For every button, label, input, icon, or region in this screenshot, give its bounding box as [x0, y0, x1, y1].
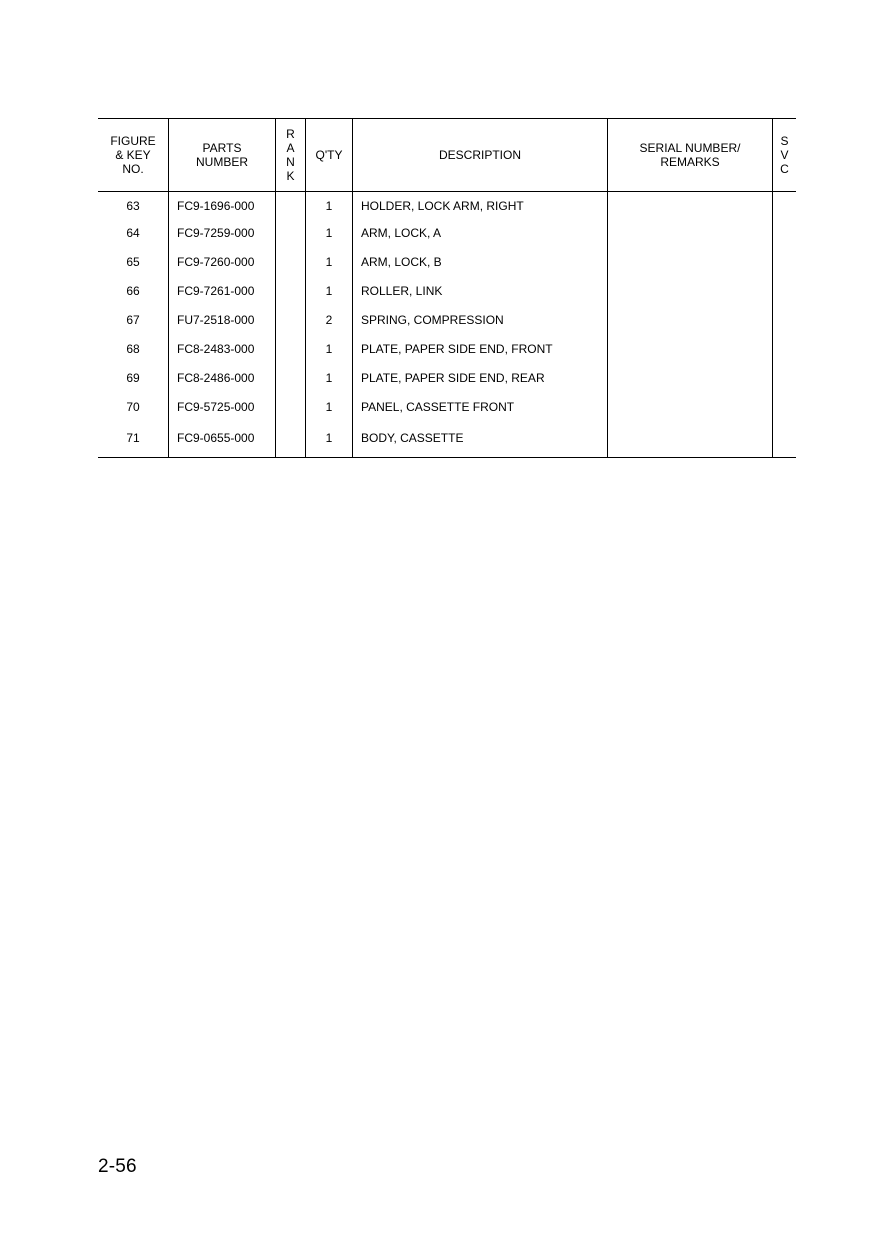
cell-svc: [773, 421, 797, 458]
cell-rank: [276, 421, 306, 458]
cell-description: ARM, LOCK, B: [353, 247, 608, 276]
cell-svc: [773, 305, 797, 334]
cell-qty: 1: [306, 363, 353, 392]
cell-remarks: [608, 421, 773, 458]
header-rank: R A N K: [276, 119, 306, 192]
cell-svc: [773, 276, 797, 305]
cell-qty: 1: [306, 247, 353, 276]
cell-part-number: FC9-7261-000: [169, 276, 276, 305]
cell-rank: [276, 392, 306, 421]
cell-key-no: 64: [126, 225, 140, 240]
table-row: [98, 392, 796, 421]
table-body: [98, 192, 796, 458]
cell-part-number: FC9-7259-000: [169, 218, 276, 247]
cell-part-number: FC9-5725-000: [169, 392, 276, 421]
cell-part-number: FU7-2518-000: [169, 305, 276, 334]
table-row: [98, 192, 796, 219]
cell-svc: [773, 192, 797, 219]
cell-part-number: FC9-1696-000: [169, 192, 276, 219]
header-description: DESCRIPTION: [353, 119, 608, 192]
cell-remarks: [608, 247, 773, 276]
cell-svc: [773, 247, 797, 276]
cell-part-number: FC9-0655-000: [169, 421, 276, 458]
header-svc: S V C: [773, 119, 797, 192]
cell-part-number: FC8-2486-000: [169, 363, 276, 392]
cell-rank: [276, 218, 306, 247]
cell-description: PLATE, PAPER SIDE END, FRONT: [353, 334, 608, 363]
cell-rank: [276, 192, 306, 219]
cell-remarks: [608, 305, 773, 334]
table-row: [98, 218, 796, 247]
table-header: [98, 119, 796, 192]
header-qty: Q'TY: [306, 119, 353, 192]
parts-list-table: [98, 118, 796, 458]
cell-remarks: [608, 218, 773, 247]
cell-svc: [773, 218, 797, 247]
cell-qty: 1: [306, 421, 353, 458]
cell-qty: 1: [306, 392, 353, 421]
cell-rank: [276, 334, 306, 363]
cell-rank: [276, 363, 306, 392]
cell-key-no: 70: [126, 399, 140, 414]
cell-key-no: 71: [98, 421, 169, 458]
cell-remarks: [608, 334, 773, 363]
table-row: [98, 305, 796, 334]
cell-remarks: [608, 276, 773, 305]
cell-key-no: 66: [126, 283, 140, 298]
header-parts-number: PARTS NUMBER: [169, 119, 276, 192]
table-row: [98, 334, 796, 363]
cell-description: ARM, LOCK, A: [353, 218, 608, 247]
cell-remarks: [608, 392, 773, 421]
cell-remarks: [608, 363, 773, 392]
header-row: [98, 119, 796, 192]
header-figure-key-no: FIGURE & KEY NO.: [98, 119, 169, 192]
page-number: 2-56: [98, 1156, 137, 1177]
cell-qty: 2: [306, 305, 353, 334]
cell-key-no: 65: [126, 254, 140, 269]
cell-key-no: 63: [126, 198, 140, 213]
cell-svc: [773, 363, 797, 392]
table-row: [98, 421, 796, 458]
table-row: [98, 247, 796, 276]
cell-qty: 1: [306, 218, 353, 247]
table-row: [98, 276, 796, 305]
cell-description: ROLLER, LINK: [353, 276, 608, 305]
cell-svc: [773, 392, 797, 421]
cell-qty: 1: [306, 334, 353, 363]
cell-part-number: FC9-7260-000: [169, 247, 276, 276]
cell-rank: [276, 247, 306, 276]
cell-qty: 1: [306, 276, 353, 305]
cell-rank: [276, 305, 306, 334]
cell-qty: 1: [306, 192, 353, 219]
cell-description: SPRING, COMPRESSION: [353, 305, 608, 334]
cell-remarks: [608, 192, 773, 219]
cell-key-no: 68: [126, 341, 140, 356]
cell-description: PANEL, CASSETTE FRONT: [353, 392, 608, 421]
cell-description: BODY, CASSETTE: [353, 421, 608, 458]
cell-part-number: FC8-2483-000: [169, 334, 276, 363]
cell-description: PLATE, PAPER SIDE END, REAR: [353, 363, 608, 392]
cell-svc: [773, 334, 797, 363]
cell-key-no: 67: [126, 312, 140, 327]
cell-rank: [276, 276, 306, 305]
header-serial-remarks: SERIAL NUMBER/ REMARKS: [608, 119, 773, 192]
cell-key-no: 69: [126, 370, 140, 385]
cell-description: HOLDER, LOCK ARM, RIGHT: [353, 192, 608, 219]
table-row: [98, 363, 796, 392]
